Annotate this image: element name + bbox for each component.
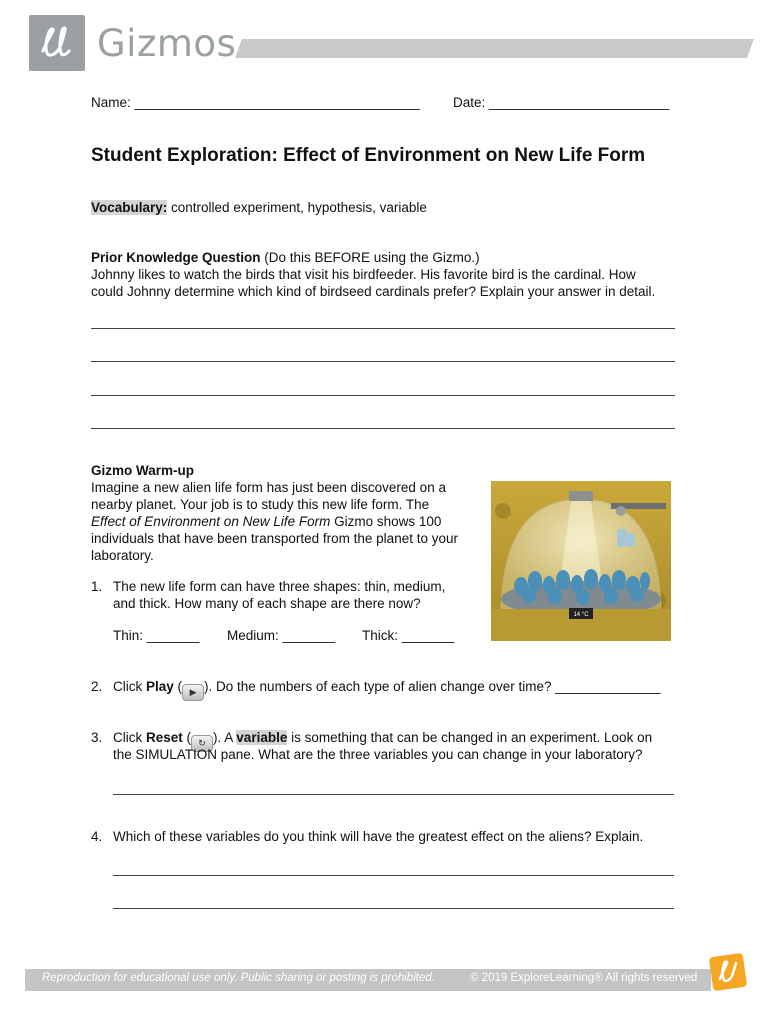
vocabulary (91, 199, 427, 216)
variable-term: variable (236, 730, 288, 745)
el-logo-icon (29, 15, 85, 71)
gizmo-name: Effect of Environment on New Life Form (91, 514, 331, 529)
reset-label: Reset (146, 730, 183, 745)
answer-line[interactable] (91, 361, 675, 362)
q1-line-2: and thick. How many of each shape are there now? (113, 596, 421, 611)
prior-line-2: could Johnny determine which kind of birdseed cardinals prefer? Explain your answer in detail. (91, 284, 656, 299)
thick-answer[interactable]: Thick: _______ (362, 628, 455, 643)
date-field[interactable]: Date: ________________________ (453, 95, 670, 110)
vocabulary-label: Vocabulary: (91, 200, 168, 215)
medium-answer[interactable]: Medium: _______ (227, 628, 336, 643)
warmup-line-2: nearby planet. Your job is to study this new life form. The (91, 497, 430, 512)
page-title: Student Exploration: Effect of Environment on New Life Form (91, 145, 646, 166)
answer-line[interactable] (91, 428, 675, 429)
q3-line-2: the SIMULATION pane. What are the three variables you can change in your laboratory? (113, 747, 643, 762)
footer-disclaimer: Reproduction for educational use only. Public sharing or posting is prohibited. (42, 972, 435, 984)
q4-number: 4. (91, 829, 103, 844)
name-field[interactable]: Name: ______________________________________ (91, 95, 420, 110)
play-label: Play (146, 679, 174, 694)
q2-post: ). Do the numbers of each type of alien change over time? ______________ (204, 679, 661, 694)
prior-line-1: Johnny likes to watch the birds that visit his birdfeeder. His favorite bird is the cardinal. How (91, 267, 636, 282)
reset-icon: ↻ (191, 735, 213, 752)
answer-line[interactable] (113, 908, 674, 909)
simulation-image (491, 481, 671, 641)
thin-answer[interactable]: Thin: _______ (113, 628, 200, 643)
q1-number: 1. (91, 579, 103, 594)
footer-copyright: © 2019 ExploreLearning® All rights reserved (470, 972, 698, 984)
prior-heading-note: (Do this BEFORE using the Gizmo.) (260, 250, 480, 265)
q3-number: 3. (91, 730, 103, 745)
answer-line[interactable] (91, 395, 675, 396)
warmup-line-3-rest: Gizmo shows 100 (330, 514, 442, 529)
q1-line-1: The new life form can have three shapes: thin, medium, (113, 579, 446, 594)
warmup-line-4: individuals that have been transported from the planet to your (91, 531, 458, 546)
q3-mid: ( (182, 730, 192, 745)
temperature-readout: 14 °C (573, 612, 589, 618)
play-icon: ▶ (182, 684, 204, 701)
answer-line[interactable] (113, 875, 674, 876)
prior-heading-label: Prior Knowledge Question (91, 250, 261, 265)
prior-heading (91, 249, 480, 266)
warmup-line-1: Imagine a new alien life form has just been discovered on a (91, 480, 446, 495)
q3-post1: ). A (213, 730, 237, 745)
header-bar (235, 39, 754, 58)
warmup-line-5: laboratory. (91, 548, 154, 563)
brand-name: Gizmos (97, 22, 237, 65)
q3-pre: Click (113, 730, 146, 745)
q2-mid: ( (173, 679, 183, 694)
warmup-heading: Gizmo Warm-up (91, 463, 194, 478)
answer-line[interactable] (113, 794, 674, 795)
q2-text (113, 678, 660, 701)
q3-post2: is something that can be changed in an experiment. Look on (287, 730, 653, 745)
q2-pre: Click (113, 679, 146, 694)
explorelearning-logo-icon (707, 951, 751, 995)
q2-number: 2. (91, 679, 103, 694)
answer-line[interactable] (91, 328, 675, 329)
q4-line-1: Which of these variables do you think will have the greatest effect on the aliens? Explain. (113, 829, 644, 844)
vocabulary-terms: controlled experiment, hypothesis, variable (167, 200, 427, 215)
warmup-line-3 (91, 513, 441, 530)
